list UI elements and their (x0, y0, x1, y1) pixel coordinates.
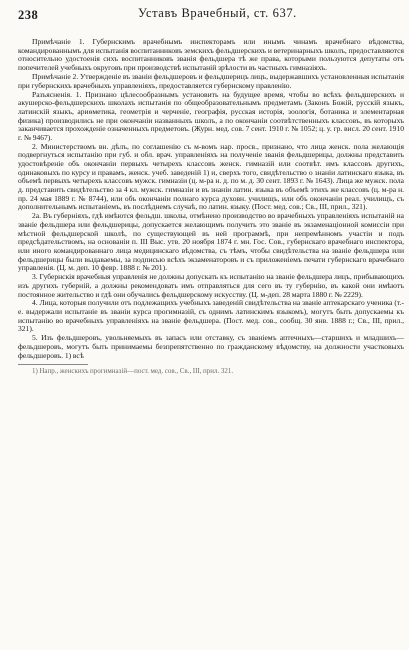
clarification-4-paragraph: 4. Лица, которыя получили отъ подлежащихъ учебныхъ заведеній свидѣтельства на званіе аптекарскаго ученика (т.-е. выдержали испытаніе въ званіи курса прогимназій, съ однимъ латинскимъ языкомъ), могутъ быть допускаемы къ испытанію во врачебныхъ управленіяхъ на званіе фельдшера. (Пост. мед. сов., сообщ. 30 янв. 1888 г.; Св., III, прил., 321). (18, 298, 404, 334)
clarification-2-paragraph: 2. Министерствомъ вн. дѣлъ, по соглашенію съ м-вомъ нар. просв., признано, что лица женск. пола желающія подвергнуться испытанію при губ. и обл. врач. управленіяхъ на полученіе званія фельдшерицы, должны представить удостовѣреніе объ окончаніи первыхъ четырехъ классовъ женск. гимназій или соотвѣт. имъ классовъ другихъ, одинаковыхъ по курсу и правамъ, женск. учеб. заведеній 1) и, сверхъ того, свидѣтельство о знаніи латинскаго языка, въ объемѣ первыхъ четырехъ классовъ мужск. гимназіи (ц. м-ра н. д. по м. д. 30 сент. 1893 г. № 1643). Лица же мужск. пола д. представить свидѣтельство за 4 кл. мужск. гимназіи и въ знаніи латин. языка въ объемѣ этихъ же классовъ (ц. м-ра н. пр. 24 мая 1889 г. № 8744), или объ окончаніи полнаго курса духовн. училищъ, или объ окончаніи реал. училищъ, съ дополнительнымъ испытаніемъ, въ послѣднемъ случаѣ, по латин. языку. (Пост. мед. сов.; Св., III, прил., 321). (18, 141, 404, 212)
clarification-5-paragraph: 5. Изъ фельдшеровъ, увольняемыхъ въ запасъ или отставку, съ званіемъ аптечныхъ—старшихъ и младшихъ—фельдшеровъ, могутъ быть принимаемы безпрепятственно по гражданскому вѣдомству, на должности участковыхъ фельдшеровъ. 1) всѣ (18, 333, 404, 360)
clarification-3-paragraph: 3. Губернскія врачебныя управленія не должны допускать къ испытанію на званіе фельдшера лицъ, прибывающихъ изъ другихъ губерній, а должны рекомендовать имъ отправляться для сего въ ту губернію, въ какой они имѣютъ постоянное жительство и гдѣ они обучались фельдшерскому искусству. (Ц. м-деп. 28 марта 1880 г. № 2229). (18, 272, 404, 299)
page-header (18, 6, 404, 24)
running-title: Уставъ Врачебный, ст. 637. (138, 6, 297, 20)
footnote: 1) Напр., женскихъ прогимназій—пост. мед. сов., Св., III, прил. 321. (32, 367, 234, 376)
clarification-1-paragraph: Разъясненія. 1. Признано цѣлесообразнымъ установить на будущее время, чтобы во всѣхъ фельдшерскихъ и акушерско-фельдшерскихъ школахъ испытанія по общеобразовательнымъ предметамъ (Законъ Божій, русскій языкъ, латинскій языкъ, ариѳметика, геометрія и черченіе, географія, русская исторія, зоологія, ботаника и элементарная физика) производились не при окончаніи названныхъ школъ, а по окончаніи соотвѣтственныхъ классовъ, въ которыхъ заканчивается прохожденіе означенныхъ предметовъ. (Журн. мед. сов. 7 сент. 1910 г. № 1052; ц. у. гр. висл. 20 сент. 1910 г. № 9467). (18, 89, 404, 142)
note-2-paragraph: Примѣчаніе 2. Утвержденіе въ званіи фельдшеровъ и фельдшерицъ лицъ, выдержавшихъ установленныя испытанія при губернскихъ врачебныхъ управленіяхъ, предоставляется губернскому правленію. (18, 71, 404, 90)
page-number: 238 (18, 8, 39, 22)
clarification-2a-paragraph: 2а. Въ губерніяхъ, гдѣ имѣются фельдш. школы, отмѣнено производство во врачебныхъ управленіяхъ испытаній на званіе фельдшера или фельдшерицы, допускается желающимъ получить это званіе въ экзаменаціонной комиссіи при мѣстной фельдшерской школѣ, по существующей въ ней программѣ, при непремѣнномъ участіи и подъ предсѣдательствомъ, на основаніи п. III Выс. утв. 20 ноября 1874 г. мн. Гос. Сов., губернскаго врачебнаго инспектора, или иного командированнаго лица медицинскаго вѣдомства, съ тѣмъ, чтобы свидѣтельства на званіе фельдшера или фельдшерицы были выдаваемы, за подписью всѣхъ экзаменаторовъ и съ приложеніемъ печати губернскаго врачебнаго управленія. (Ц. м. деп. 10 февр. 1888 г. № 201). (18, 211, 404, 273)
note-1-paragraph: Примѣчаніе 1. Губернскимъ врачебнымъ инспекторамъ или инымъ чинамъ врачебнаго вѣдомства, командированнымъ для испытанія воспитанниковъ земскихъ фельдшерскихъ и ветеринарныхъ школъ, предоставляются относительно удостоенія сихъ воспитанниковъ званія фельдшера тѣ же права, которыми пользуются депутаты отъ попечителей учебныхъ округовъ при производствѣ испытаній зрѣлости въ частныхъ гимназіяхъ. (18, 37, 404, 72)
page-body (18, 38, 404, 376)
footnote-divider (18, 364, 88, 365)
